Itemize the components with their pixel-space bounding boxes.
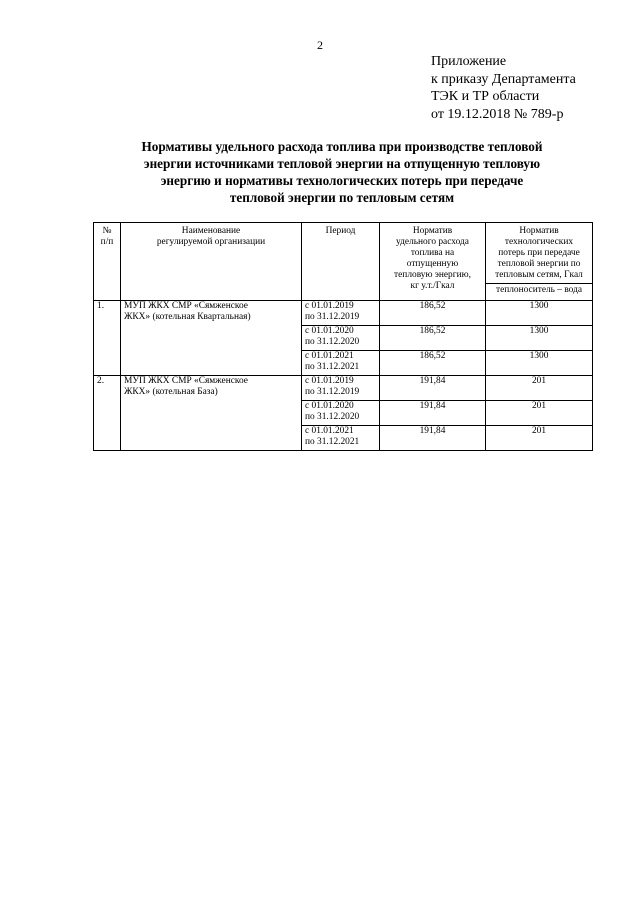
cell-fuel: 191,84 xyxy=(380,401,486,426)
header-loss-line: потерь при передаче xyxy=(498,248,580,258)
period-line: по 31.12.2021 xyxy=(305,362,360,372)
cell-organization xyxy=(121,376,302,451)
period-line: с 01.01.2019 xyxy=(305,376,354,386)
header-period-text: Период xyxy=(325,226,356,236)
title-line: энергию и нормативы технологических потерь при передаче xyxy=(160,173,524,188)
cell-num: 1. xyxy=(94,301,121,376)
header-period xyxy=(302,223,380,301)
header-loss-subheader: теплоноситель – вода xyxy=(486,283,592,296)
header-num-line: № xyxy=(102,226,112,236)
header-fuel-line: отпущенную xyxy=(406,259,459,269)
header-fuel-line: топлива на xyxy=(410,248,455,258)
cell-organization xyxy=(121,301,302,376)
org-name-line: МУП ЖКХ СМР «Сямженское xyxy=(124,376,248,386)
appendix-block xyxy=(431,53,576,123)
header-organization xyxy=(121,223,302,301)
table-row xyxy=(94,301,593,326)
period-line: с 01.01.2020 xyxy=(305,401,354,411)
cell-loss: 201 xyxy=(486,376,593,401)
org-name-line: ЖКХ» (котельная База) xyxy=(124,387,218,397)
title-line: тепловой энергии по тепловым сетям xyxy=(229,190,455,205)
cell-period xyxy=(302,326,380,351)
appendix-line: к приказу Департамента xyxy=(431,71,576,87)
header-fuel-line: удельного расхода xyxy=(396,237,469,247)
cell-fuel: 191,84 xyxy=(380,426,486,451)
period-line: по 31.12.2019 xyxy=(305,387,360,397)
header-fuel-line: тепловую энергию, xyxy=(394,270,471,280)
cell-loss: 201 xyxy=(486,401,593,426)
cell-period xyxy=(302,351,380,376)
appendix-line: от 19.12.2018 № 789-р xyxy=(431,106,564,122)
period-line: с 01.01.2021 xyxy=(305,426,354,436)
header-fuel-line: кг у.т./Гкал xyxy=(410,281,455,291)
title-line: энергии источниками тепловой энергии на отпущенную тепловую xyxy=(143,156,541,171)
cell-loss: 1300 xyxy=(486,301,593,326)
cell-period xyxy=(302,401,380,426)
period-line: с 01.01.2020 xyxy=(305,326,354,336)
period-line: с 01.01.2021 xyxy=(305,351,354,361)
period-line: по 31.12.2020 xyxy=(305,337,360,347)
period-line: по 31.12.2020 xyxy=(305,412,360,422)
header-loss-line: тепловой энергии по xyxy=(497,259,581,269)
header-loss-line: технологических xyxy=(504,237,574,247)
cell-loss: 1300 xyxy=(486,326,593,351)
title-line: Нормативы удельного расхода топлива при производстве тепловой xyxy=(141,139,543,154)
header-loss-line: Норматив xyxy=(519,226,559,236)
header-org-line: Наименование xyxy=(181,226,241,236)
header-org-line: регулируемой организации xyxy=(156,237,266,247)
org-name-line: ЖКХ» (котельная Квартальная) xyxy=(124,312,251,322)
header-loss-line: тепловым сетям, Гкал xyxy=(495,270,583,280)
norms-table xyxy=(93,222,593,451)
header-loss-norm xyxy=(486,223,593,301)
header-fuel-line: Норматив xyxy=(412,226,453,236)
cell-period xyxy=(302,426,380,451)
cell-loss: 1300 xyxy=(486,351,593,376)
cell-period xyxy=(302,301,380,326)
table-header-row xyxy=(94,223,593,301)
period-line: по 31.12.2021 xyxy=(305,437,360,447)
cell-fuel: 186,52 xyxy=(380,326,486,351)
table-row xyxy=(94,376,593,401)
cell-fuel: 191,84 xyxy=(380,376,486,401)
cell-num: 2. xyxy=(94,376,121,451)
page-number: 2 xyxy=(317,38,323,52)
document-title xyxy=(92,138,592,206)
cell-period xyxy=(302,376,380,401)
appendix-line: Приложение xyxy=(431,54,507,69)
cell-fuel: 186,52 xyxy=(380,301,486,326)
period-line: с 01.01.2019 xyxy=(305,301,354,311)
org-name-line: МУП ЖКХ СМР «Сямженское xyxy=(124,301,248,311)
header-num-line: п/п xyxy=(100,237,114,247)
appendix-line: ТЭК и ТР области xyxy=(431,89,540,104)
cell-loss: 201 xyxy=(486,426,593,451)
header-num xyxy=(94,223,121,301)
period-line: по 31.12.2019 xyxy=(305,312,360,322)
header-fuel-norm xyxy=(380,223,486,301)
cell-fuel: 186,52 xyxy=(380,351,486,376)
